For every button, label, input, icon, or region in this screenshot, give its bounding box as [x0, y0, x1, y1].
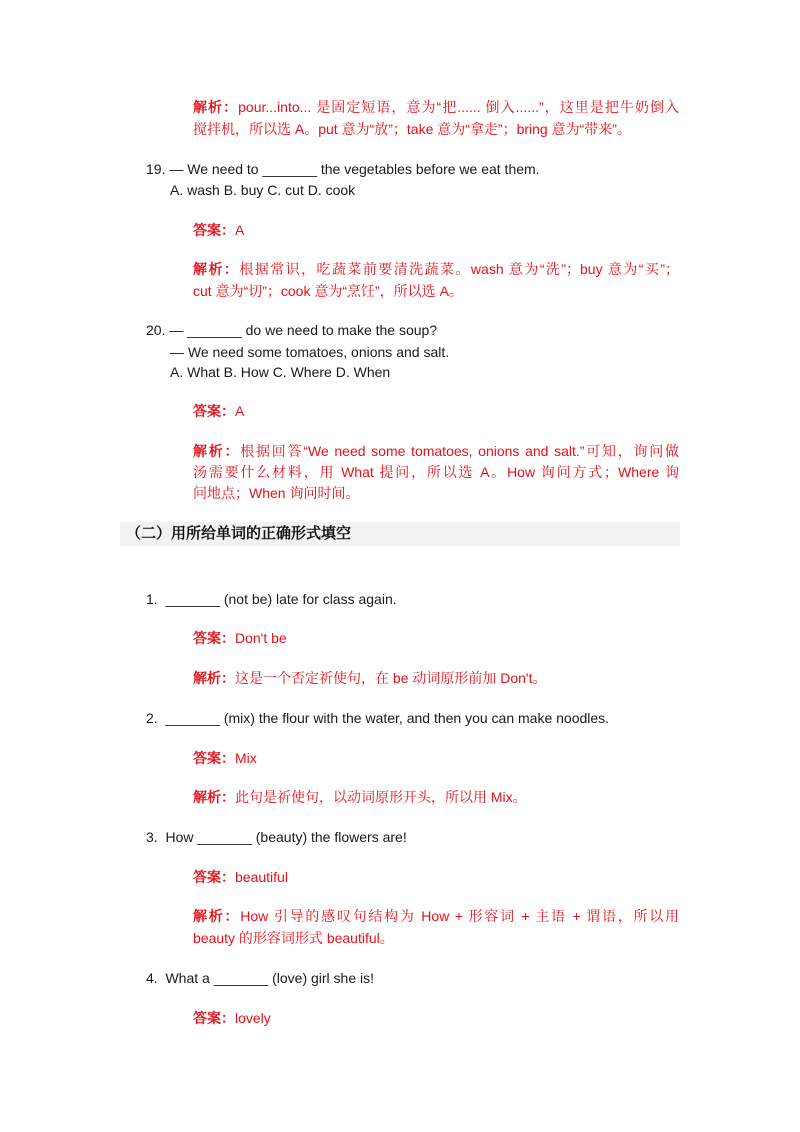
- answer-label: 答案：: [193, 1010, 235, 1026]
- answer-value: A: [235, 222, 245, 238]
- answer-value: Don't be: [235, 630, 287, 646]
- answer-value: lovely: [235, 1010, 271, 1026]
- fill3-analysis-line1: [193, 906, 679, 926]
- analysis-label: 解析：: [193, 908, 241, 924]
- fill4-answer: [193, 1008, 271, 1028]
- q19-options: A. wash B. buy C. cut D. cook: [170, 182, 356, 198]
- analysis-text: How 引导的感叹句结构为 How + 形容词 + 主语 + 谓语，所以用: [240, 908, 679, 924]
- analysis-label: 解析：: [193, 261, 240, 277]
- answer-label: 答案：: [193, 222, 235, 238]
- question-text: How _______ (beauty) the flowers are!: [165, 829, 407, 845]
- q20-analysis-line2: 汤需要什么材料，用 What 提问，所以选 A。How 询问方式；Where 询: [193, 464, 679, 480]
- answer-label: 答案：: [193, 869, 235, 885]
- fill2-analysis: [193, 787, 527, 807]
- q19-answer: [193, 220, 244, 240]
- question-text: _______ (mix) the flour with the water, and then you can make noodles.: [165, 710, 610, 726]
- analysis-text: 根据回答“We need some tomatoes, onions and salt.”可知，询问做: [240, 443, 679, 459]
- fill4-question: [146, 968, 374, 988]
- q19-analysis-line1: [193, 259, 679, 279]
- question-text: — _______ do we need to make the soup?: [169, 322, 438, 338]
- analysis-text: 根据常识，吃蔬菜前要清洗蔬菜。wash 意为“洗”；buy 意为“买”；: [239, 261, 680, 277]
- question-number: 20.: [146, 322, 166, 338]
- analysis-text: 这是一个否定祈使句，在 be 动词原形前加 Don't。: [235, 670, 547, 686]
- q18-analysis-line2: 搅拌机，所以选 A。put 意为“放”；take 意为“拿走”；bring 意为“带来”。: [193, 121, 631, 137]
- answer-value: beautiful: [235, 869, 288, 885]
- answer-label: 答案：: [193, 403, 235, 419]
- q18-analysis-line1: [193, 97, 679, 117]
- analysis-label: 解析：: [193, 670, 235, 686]
- answer-label: 答案：: [193, 630, 235, 646]
- fill3-question: [146, 827, 407, 847]
- question-text: — We need to _______ the vegetables before we eat them.: [169, 161, 540, 177]
- fill3-analysis-line2: beauty 的形容词形式 beautiful。: [193, 930, 394, 946]
- question-text: _______ (not be) late for class again.: [165, 591, 397, 607]
- q19-question: [146, 159, 540, 179]
- answer-value: Mix: [235, 750, 257, 766]
- q20-analysis-line1: [193, 441, 679, 461]
- question-number: 2.: [146, 710, 158, 726]
- fill1-question: [146, 589, 397, 609]
- question-number: 19.: [146, 161, 166, 177]
- question-number: 1.: [146, 591, 158, 607]
- q19-analysis-line2: cut 意为“切”；cook 意为“烹饪”，所以选 A。: [193, 283, 463, 299]
- analysis-text: 此句是祈使句，以动词原形开头，所以用 Mix。: [235, 789, 527, 805]
- fill2-answer: [193, 748, 257, 768]
- section-heading: （二）用所给单词的正确形式填空: [120, 522, 680, 546]
- q20-question: [146, 320, 437, 340]
- answer-label: 答案：: [193, 750, 235, 766]
- q20-options: A. What B. How C. Where D. When: [170, 364, 391, 380]
- q20-analysis-line3: 问地点；When 询问时间。: [193, 485, 360, 501]
- fill1-analysis: [193, 668, 547, 688]
- question-text: What a _______ (love) girl she is!: [165, 970, 375, 986]
- question-number: 4.: [146, 970, 158, 986]
- q20-answer: [193, 401, 244, 421]
- question-number: 3.: [146, 829, 158, 845]
- analysis-text: pour...into... 是固定短语，意为“把...... 倒入......”，这里是把牛奶倒入: [238, 99, 680, 115]
- fill3-answer: [193, 867, 288, 887]
- analysis-label: 解析：: [193, 789, 235, 805]
- q20-question-line2: — We need some tomatoes, onions and salt.: [170, 344, 450, 360]
- fill2-question: [146, 708, 609, 728]
- fill1-answer: [193, 628, 287, 648]
- analysis-label: 解析：: [193, 99, 239, 115]
- answer-value: A: [235, 403, 245, 419]
- analysis-label: 解析：: [193, 443, 241, 459]
